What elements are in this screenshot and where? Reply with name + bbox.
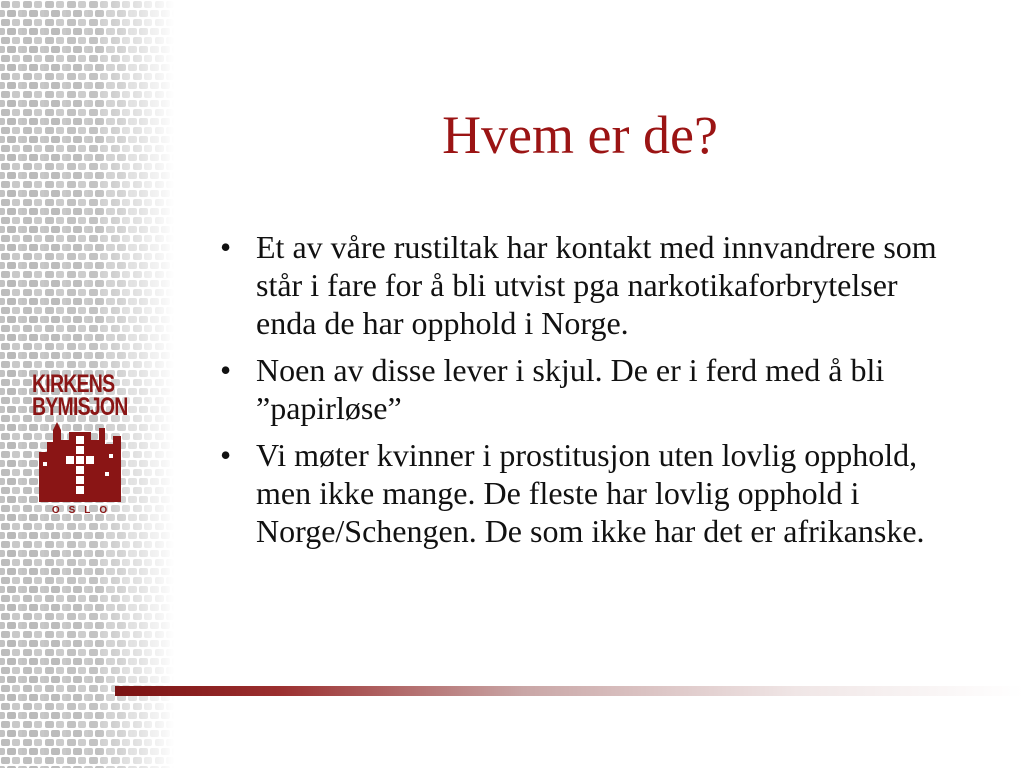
bullet-item [208, 351, 938, 427]
bullet-list [208, 228, 938, 559]
bullet-symbol: • [220, 437, 232, 473]
logo-line-1: KIRKENS [32, 370, 115, 398]
bullet-symbol: • [220, 352, 232, 388]
kirkens-bymisjon-logo [30, 372, 130, 522]
bullet-item [208, 228, 938, 342]
bullet-symbol: • [220, 229, 232, 265]
bullet-text: Vi møter kvinner i prostitusjon uten lovlig opphold, men ikke mange. De fleste har lovlig opphold i Norge/Schengen. De som ikke har det er afrikanske. [256, 437, 925, 549]
bullet-text: Noen av disse lever i skjul. De er i ferd med å bli ”papirløse” [256, 352, 885, 426]
logo-city: OSLO [51, 505, 117, 516]
bullet-item [208, 436, 938, 550]
logo-line-2: BYMISJON [32, 393, 128, 421]
cross-city-icon [39, 422, 121, 502]
footer-gradient-rule [115, 686, 1024, 696]
bullet-text: Et av våre rustiltak har kontakt med innvandrere som står i fare for å bli utvist pga narkotikaforbrytelser enda de har opphold i Norge. [256, 229, 937, 341]
slide-title: Hvem er de? [442, 105, 718, 165]
